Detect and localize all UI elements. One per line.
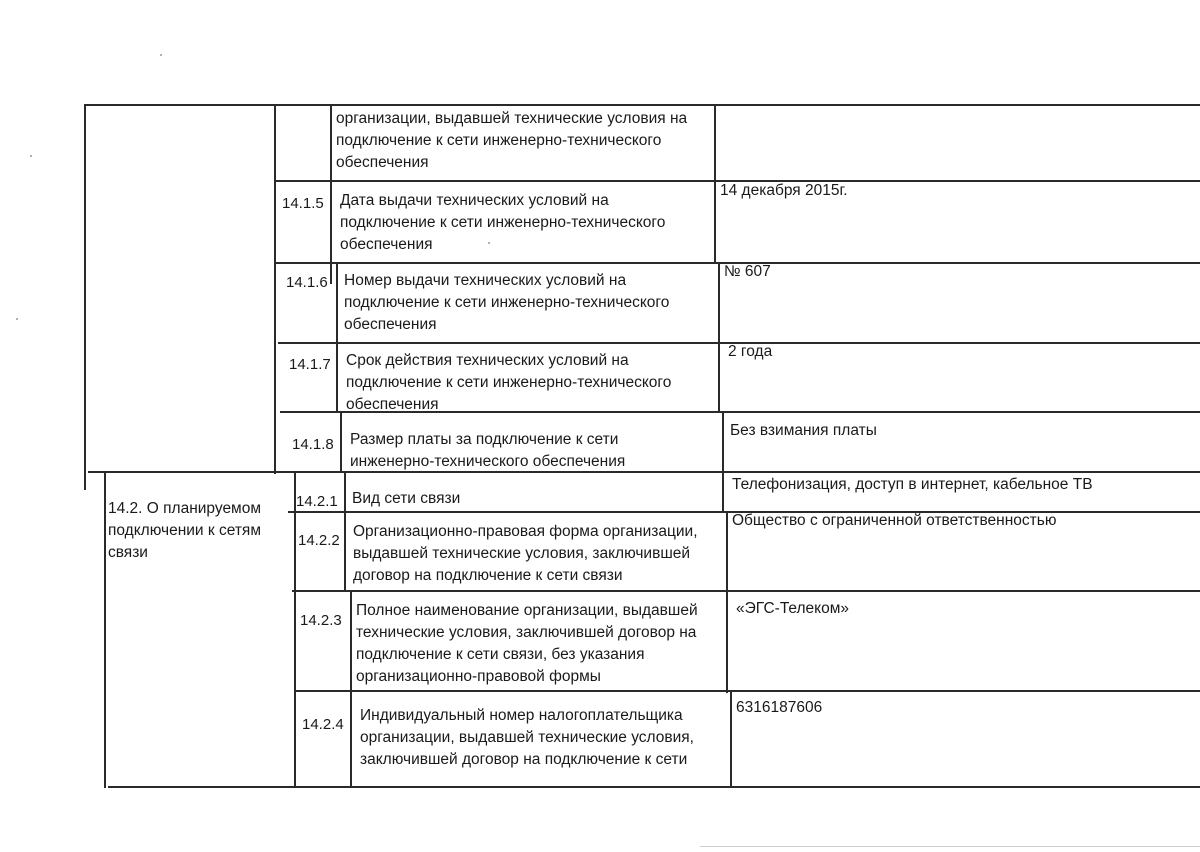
number-column-border — [350, 590, 352, 788]
row-value: 2 года — [728, 343, 773, 360]
table-left-border — [84, 104, 86, 490]
row-divider — [296, 690, 1200, 692]
row-number: 14.1.8 — [292, 436, 334, 453]
row-description: Полное наименование организации, выдавшей технические условия, заключившей договор на подключение к сети связи, без указания организационно-правовой формы — [356, 602, 698, 685]
row-number: 14.2.1 — [296, 493, 338, 510]
row-description: Размер платы за подключение к сети инженерно-технического обеспечения — [350, 431, 626, 470]
row-value: Без взимания платы — [730, 422, 877, 439]
scan-speck — [16, 318, 18, 320]
value-column-border — [722, 411, 724, 511]
row-divider — [292, 590, 1200, 592]
number-column-border — [344, 472, 346, 592]
row-value: 6316187606 — [736, 699, 823, 716]
table-left-border — [104, 472, 106, 788]
row-description: организации, выдавшей технические условия на подключение к сети инженерно-технического обеспечения — [336, 110, 688, 171]
scan-speck — [160, 54, 162, 56]
row-number: 14.2.2 — [298, 532, 340, 549]
value-column-border — [730, 690, 732, 788]
value-column-border — [726, 511, 728, 693]
value-column-border — [718, 262, 720, 412]
row-number: 14.1.5 — [282, 195, 324, 212]
section-divider — [88, 471, 1200, 473]
scan-speck — [488, 242, 490, 244]
row-description: Индивидуальный номер налогоплательщика организации, выдавшей технические условия, заключившей договор на подключение к сети — [360, 707, 694, 768]
section-column-border — [294, 472, 296, 788]
row-number: 14.1.6 — [286, 274, 328, 291]
row-value: «ЭГС-Телеком» — [736, 600, 850, 617]
row-description: Дата выдачи технических условий на подключение к сети инженерно-технического обеспечения — [340, 192, 666, 253]
row-number: 14.2.4 — [302, 716, 344, 733]
number-column-border — [340, 411, 342, 473]
section-label: 14.2. О планируемом подключении к сетям связи — [108, 500, 261, 561]
table-top-border — [84, 104, 1200, 106]
row-value: Телефонизация, доступ в интернет, кабельное ТВ — [732, 476, 1093, 493]
number-column-border — [330, 104, 332, 284]
value-column-border — [714, 104, 716, 264]
scan-speck — [30, 155, 32, 157]
row-description: Организационно-правовая форма организации, выдавшей технические условия, заключившей договор на подключение к сети связи — [353, 523, 698, 584]
row-value: 14 декабря 2015г. — [720, 182, 848, 199]
row-description: Вид сети связи — [352, 490, 461, 507]
row-description: Номер выдачи технических условий на подключение к сети инженерно-технического обеспечения — [344, 272, 670, 333]
row-value: № 607 — [724, 263, 771, 280]
scan-edge-line — [700, 846, 1200, 847]
row-number: 14.2.3 — [300, 612, 342, 629]
row-value: Общество с ограниченной ответственностью — [732, 512, 1057, 529]
row-description: Срок действия технических условий на подключение к сети инженерно-технического обеспечения — [346, 352, 672, 413]
table-bottom-border — [108, 786, 1200, 788]
row-number: 14.1.7 — [289, 356, 331, 373]
section-column-border — [274, 104, 276, 474]
number-column-border — [336, 262, 338, 412]
